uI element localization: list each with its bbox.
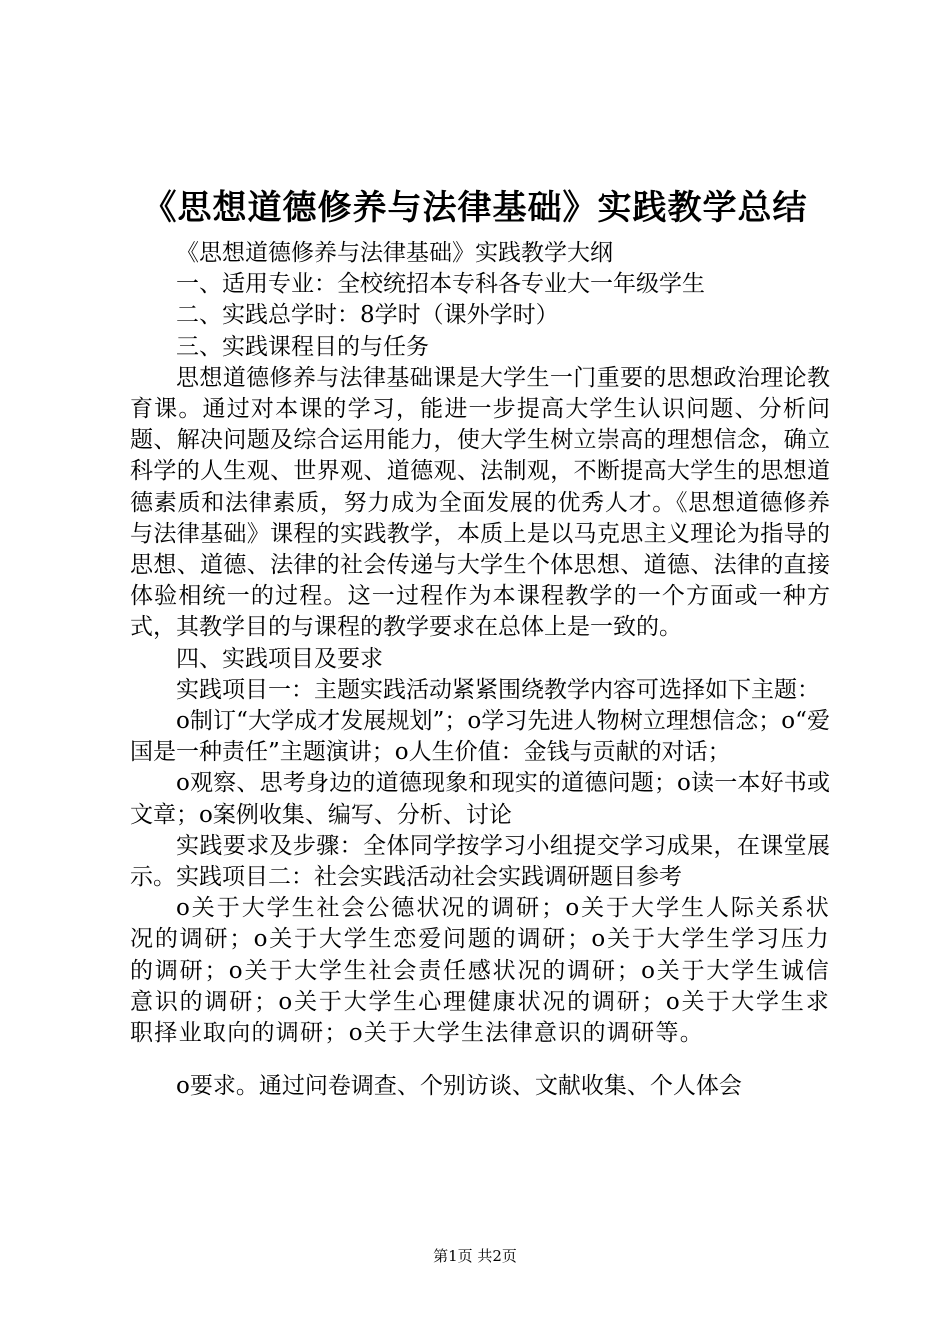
- paragraph-topic-list-one: o制订“大学成才发展规划”；o学习先进人物树立理想信念；o“爱国是一种责任”主题演讲；o人生价值：金钱与贡献的对话；: [130, 708, 830, 766]
- document-title: 《思想道德修养与法律基础》实践教学总结: [142, 188, 808, 228]
- paragraph-project-one: 实践项目一：主题实践活动紧紧围绕教学内容可选择如下主题：: [176, 676, 820, 703]
- paragraph-section-three-heading: 三、实践课程目的与任务: [176, 333, 429, 360]
- paragraph-requirements-steps: 实践要求及步骤：全体同学按学习小组提交学习成果，在课堂展示。实践项目二：社会实践活动社会实践调研题目参考: [130, 832, 830, 891]
- paragraph-research-topics: o关于大学生社会公德状况的调研；o关于大学生人际关系状况的调研；o关于大学生恋爱问题的调研；o关于大学生学习压力的调研；o关于大学生社会责任感状况的调研；o关于大学生诚信意识的调研；o关于大学生心理健康状况的调研；o关于大学生求职择业取向的调研；o关于大学生法律意识的调研等。: [130, 895, 830, 1047]
- paragraph-applicable-majors: 一、适用专业：全校统招本专科各专业大一年级学生: [176, 271, 705, 298]
- paragraph-topic-list-two: o观察、思考身边的道德现象和现实的道德问题；o读一本好书或文章；o案例收集、编写、分析、讨论: [130, 770, 830, 828]
- document-body: [130, 238, 830, 1102]
- paragraph-total-hours: 二、实践总学时：8学时（课外学时）: [176, 302, 559, 329]
- paragraph-course-purpose: 思想道德修养与法律基础课是大学生一门重要的思想政治理论教育课。通过对本课的学习，能进一步提高大学生认识问题、分析问题、解决问题及综合运用能力，使大学生树立崇高的理想信念，确立科学的人生观、世界观、道德观、法制观，不断提高大学生的思想道德素质和法律素质，努力成为全面发展的优秀人才。《思想道德修养与法律基础》课程的实践教学，本质上是以马克思主义理论为指导的思想、道德、法律的社会传递与大学生个体思想、道德、法律的直接体验相统一的过程。这一过程作为本课程教学的一个方面或一种方式，其教学目的与课程的教学要求在总体上是一致的。: [130, 364, 830, 641]
- paragraph-outline-title: 《思想道德修养与法律基础》实践教学大纲: [176, 240, 613, 266]
- paragraph-requirements: o要求。通过问卷调查、个别访谈、文献收集、个人体会: [176, 1073, 742, 1100]
- paragraph-section-four-heading: 四、实践项目及要求: [176, 645, 383, 672]
- page-footer: 第1页 共2页: [433, 1247, 517, 1265]
